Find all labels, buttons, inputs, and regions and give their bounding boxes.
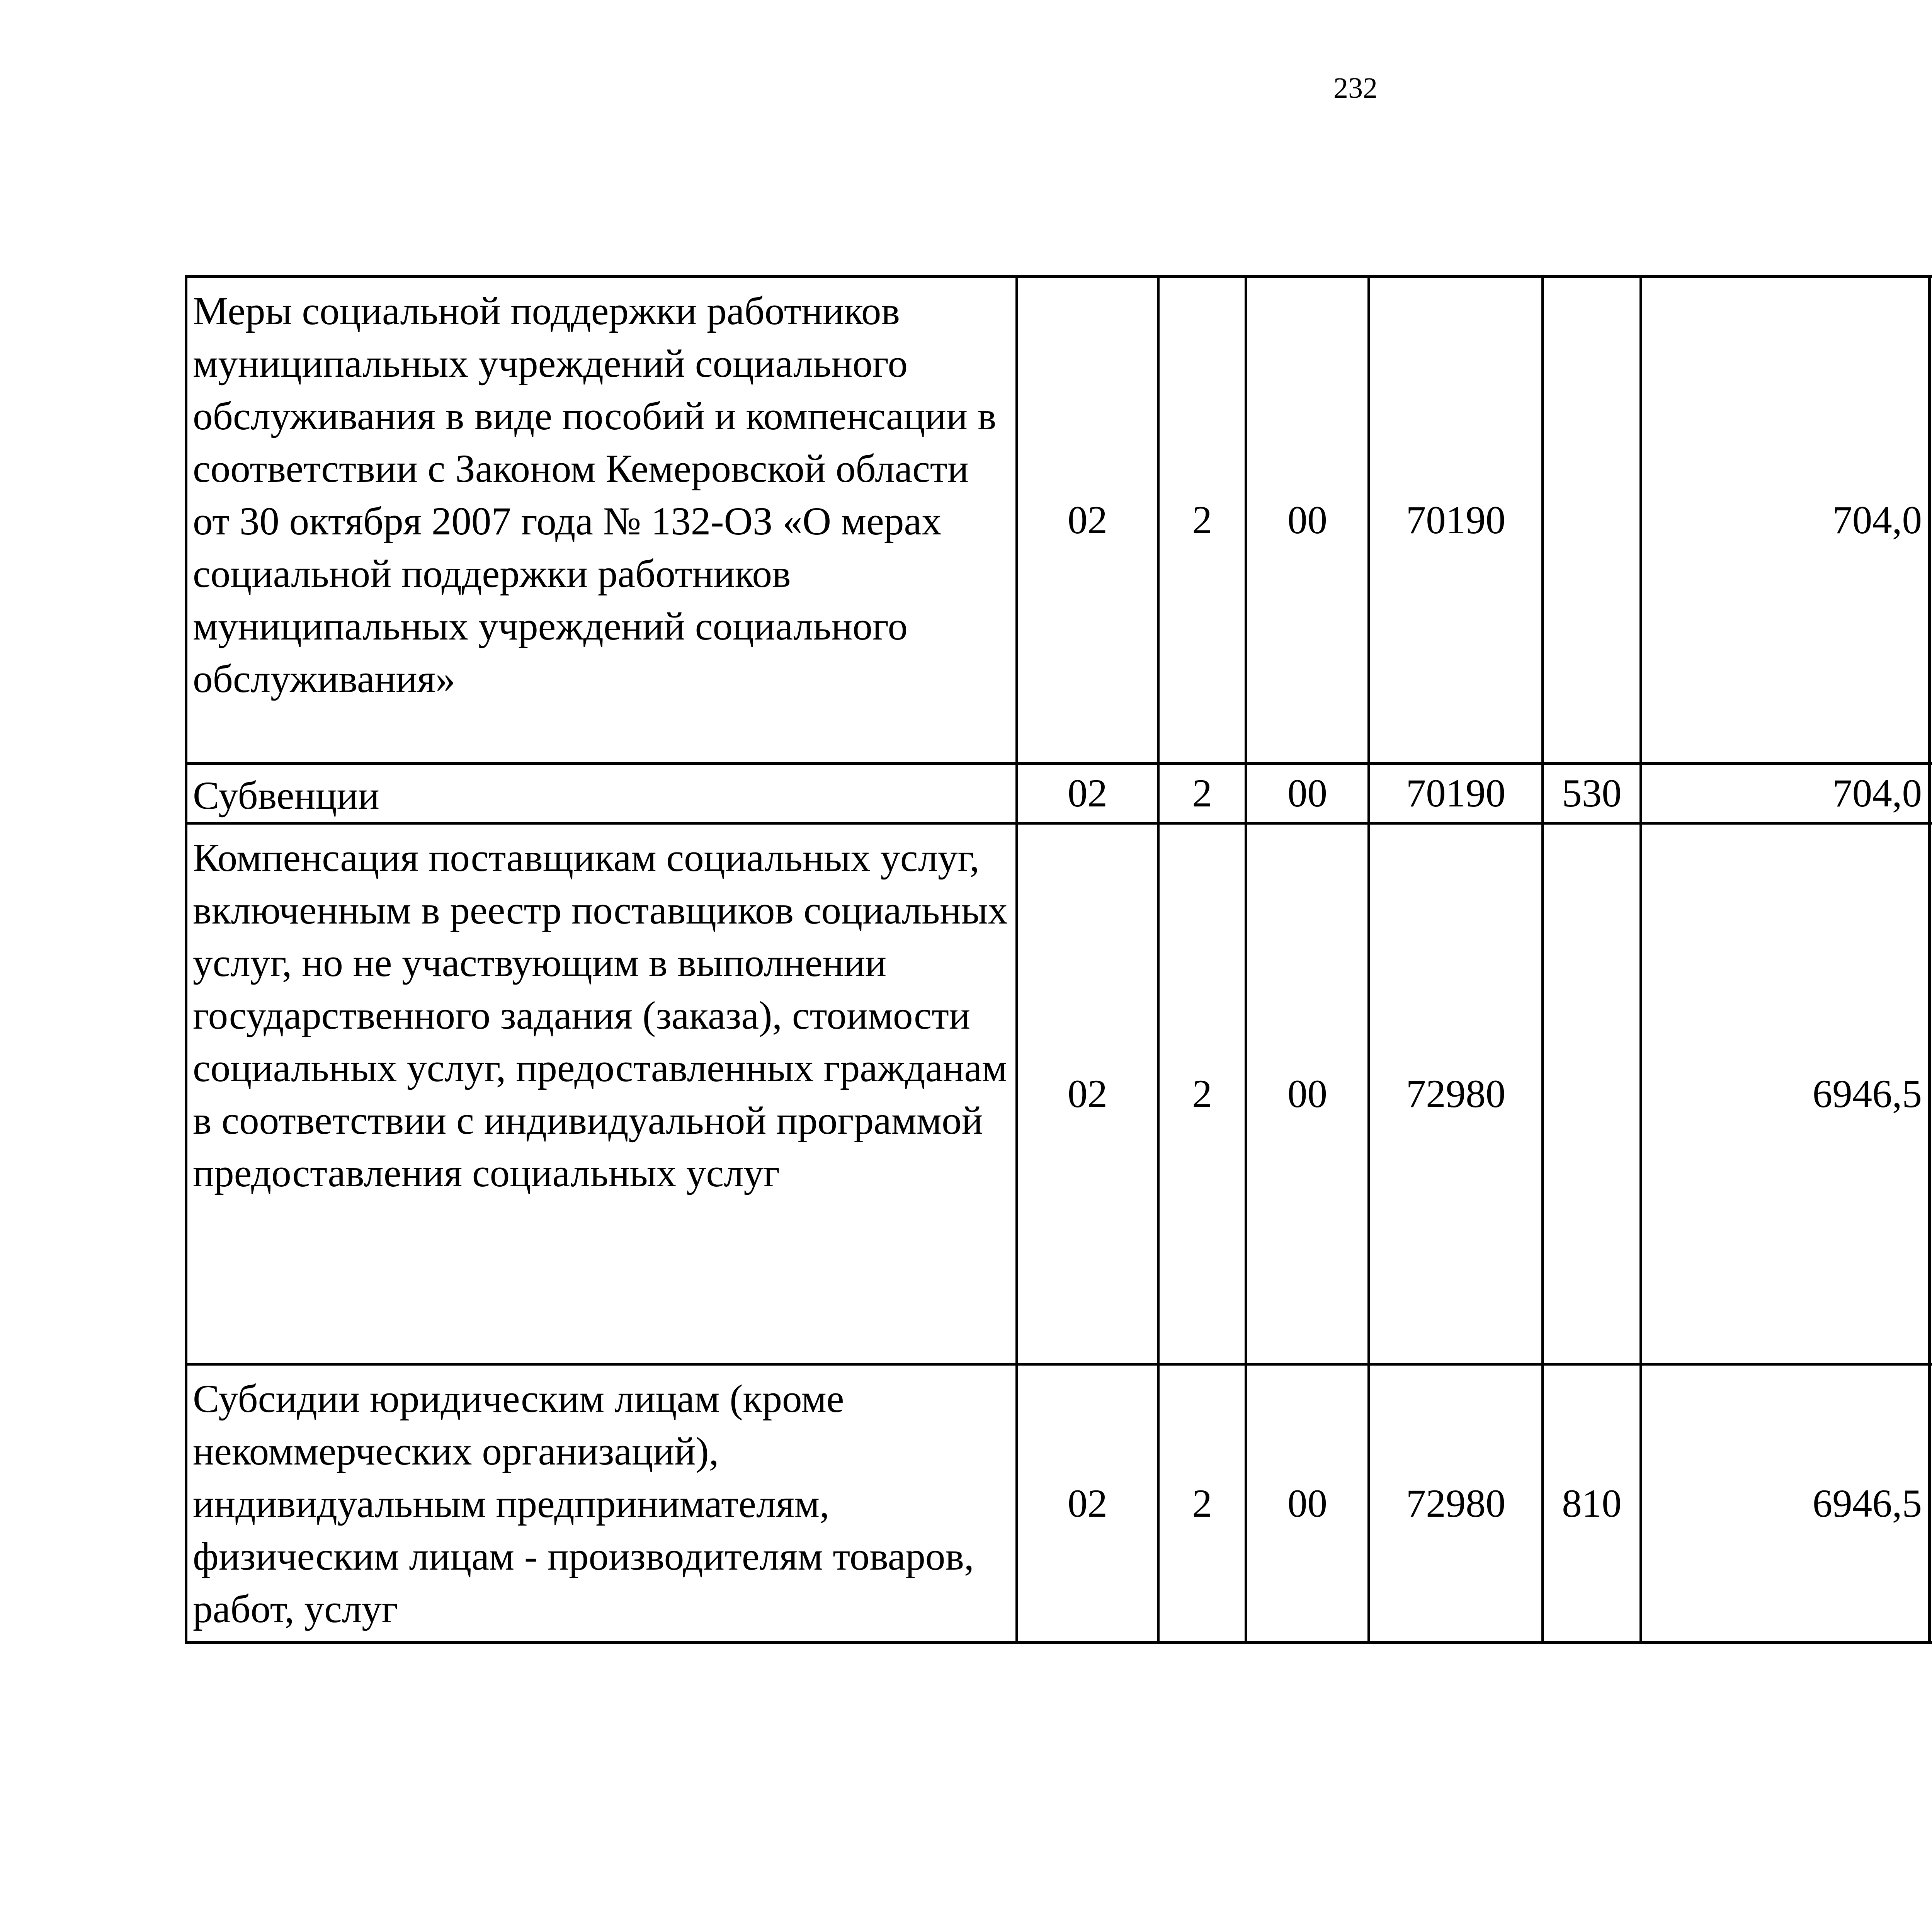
section-code-cell: 02 xyxy=(1017,1364,1158,1643)
expense-type-cell: 530 xyxy=(1543,764,1641,823)
amount-year-1-cell: 704,0 xyxy=(1641,277,1930,764)
amount-year-1-cell: 704,0 xyxy=(1641,764,1930,823)
direction-code-cell: 70190 xyxy=(1369,764,1543,823)
amount-year-2-cell xyxy=(1930,277,1932,764)
expense-type-cell: 810 xyxy=(1543,1364,1641,1643)
amount-year-2-cell xyxy=(1930,823,1932,1364)
page-number: 232 xyxy=(1333,72,1378,104)
subprogram-code-cell: 00 xyxy=(1246,764,1369,823)
table-row xyxy=(186,764,1932,823)
program-code-cell: 2 xyxy=(1158,823,1246,1364)
budget-table xyxy=(185,275,1932,1644)
amount-year-2-cell xyxy=(1930,1364,1932,1643)
row-name-cell: Меры социальной поддержки работников муниципальных учреждений социального обслуживания в виде пособий и компенсации в соответствии с Законом Кемеровской области от 30 октября 2007 года № 132-ОЗ «О мерах социальной поддержки работников муниципальных учреждений социального обслуживания» xyxy=(186,277,1017,764)
direction-code-cell: 72980 xyxy=(1369,1364,1543,1643)
section-code-cell: 02 xyxy=(1017,277,1158,764)
row-name-cell: Субвенции xyxy=(186,764,1017,823)
table-row xyxy=(186,1364,1932,1643)
table-row xyxy=(186,277,1932,764)
subprogram-code-cell: 00 xyxy=(1246,823,1369,1364)
program-code-cell: 2 xyxy=(1158,1364,1246,1643)
subprogram-code-cell: 00 xyxy=(1246,1364,1369,1643)
expense-type-cell xyxy=(1543,823,1641,1364)
row-name-cell: Компенсация поставщикам социальных услуг, включенным в реестр поставщиков социальных услуг, но не участвующим в выполнении государственного задания (заказа), стоимости социальных услуг, предоставленных гражданам в соответствии с индивидуальной программой предоставления социальных услуг xyxy=(186,823,1017,1364)
direction-code-cell: 70190 xyxy=(1369,277,1543,764)
subprogram-code-cell: 00 xyxy=(1246,277,1369,764)
row-name-cell: Субсидии юридическим лицам (кроме некоммерческих организаций), индивидуальным предпринимателям, физическим лицам - производителям товаров, работ, услуг xyxy=(186,1364,1017,1643)
amount-year-1-cell: 6946,5 xyxy=(1641,1364,1930,1643)
section-code-cell: 02 xyxy=(1017,823,1158,1364)
direction-code-cell: 72980 xyxy=(1369,823,1543,1364)
amount-year-2-cell xyxy=(1930,764,1932,823)
amount-year-1-cell: 6946,5 xyxy=(1641,823,1930,1364)
program-code-cell: 2 xyxy=(1158,277,1246,764)
expense-type-cell xyxy=(1543,277,1641,764)
program-code-cell: 2 xyxy=(1158,764,1246,823)
table-row xyxy=(186,823,1932,1364)
section-code-cell: 02 xyxy=(1017,764,1158,823)
